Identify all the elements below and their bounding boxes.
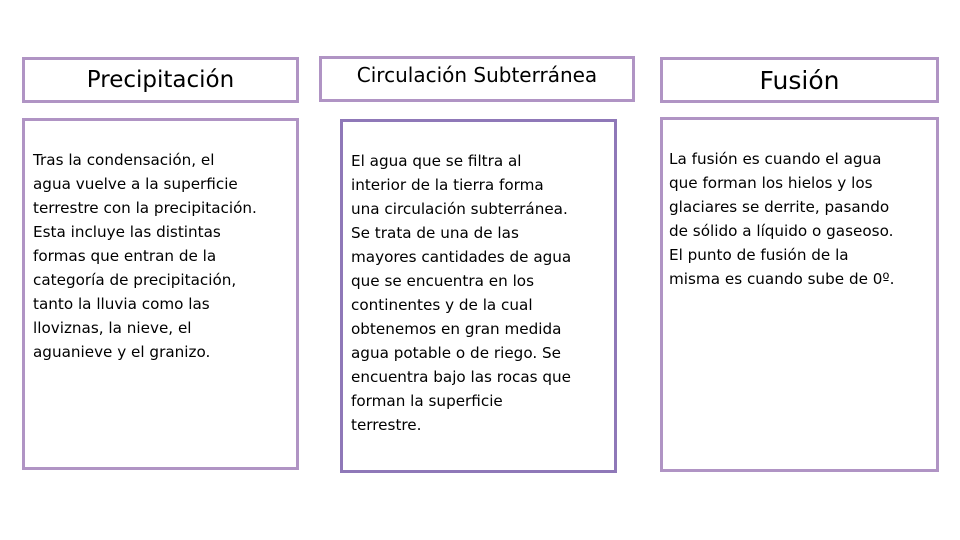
groundwater-title: Circulación Subterránea — [356, 63, 598, 87]
groundwater-text-box — [340, 119, 617, 473]
fusion-title: Fusión — [759, 65, 840, 95]
fusion-text: La fusión es cuando el agua que forman los hielos y los glaciares se derrite, pasando de sólido a líquido o gaseoso. El punto de fusión de la misma es cuando sube de 0º. — [669, 150, 895, 288]
fusion-title-box — [660, 57, 939, 103]
precipitation-title-box — [22, 57, 299, 103]
fusion-text-box — [660, 117, 939, 472]
groundwater-text: El agua que se filtra al interior de la tierra forma una circulación subterránea. Se trata de una de las mayores cantidades de agua que se encuentra en los continentes y de la cual obtenemos en gran medida agua potable o de riego. Se encuentra bajo las rocas que forman la superficie terrestre. — [351, 152, 572, 434]
precipitation-title: Precipitación — [86, 67, 235, 93]
precipitation-text: Tras la condensación, el agua vuelve a la superficie terrestre con la precipitación. Esta incluye las distintas formas que entran de la categoría de precipitación, tanto la lluvia como las lloviznas, la nieve, el aguanieve y el granizo. — [33, 151, 257, 361]
precipitation-text-box — [22, 118, 299, 470]
groundwater-title-box — [319, 56, 635, 102]
